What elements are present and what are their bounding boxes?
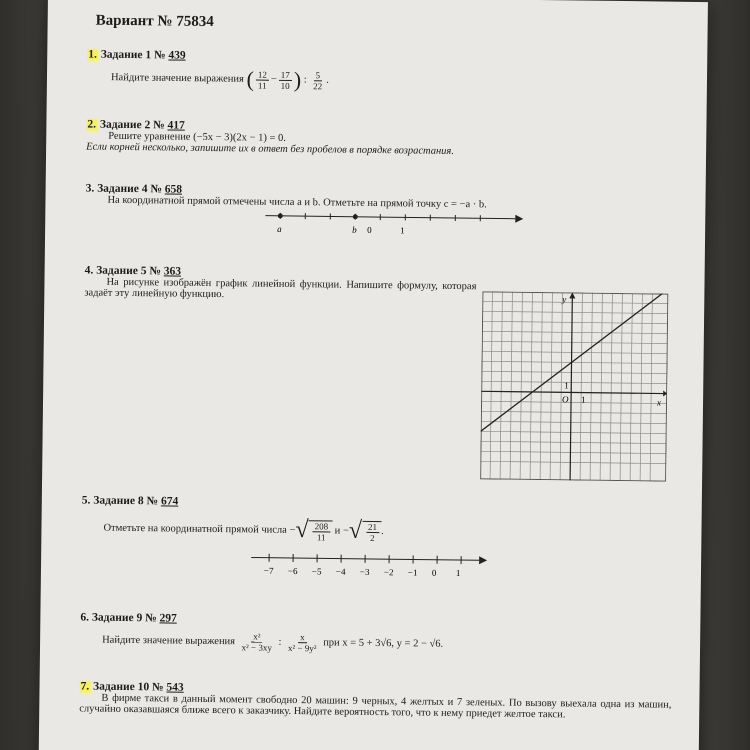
task-7 [79, 680, 671, 721]
task-number: 2. [87, 118, 97, 131]
tick-label: 0 [431, 567, 437, 578]
task-text: Найдите значение выражения [110, 72, 244, 85]
fraction-numerator: 17 [279, 69, 292, 80]
task-1: 1. Задание 1 № 439 Найдите значение выражения ( $\frac{12}{11}$ − $\frac{17}{10}$ ) : $\frac{5}{22}$ . [88, 48, 329, 93]
fraction-denominator: x² − 9y² [287, 642, 317, 654]
linear-function-graph [480, 291, 668, 481]
tick-label: −2 [383, 567, 394, 578]
task-2 [86, 118, 454, 156]
task-number: 4. [84, 264, 94, 277]
fraction-numerator: 21 [366, 521, 379, 532]
task-label: Задание 2 № [99, 118, 168, 132]
task-label: Задание 5 № [96, 264, 164, 278]
task-id-link[interactable]: 363 [163, 265, 182, 278]
tick-label: −1 [407, 567, 418, 578]
fraction-numerator: 12 [256, 69, 269, 80]
task-number: 5. [81, 494, 91, 507]
condition-text: при x = 5 + 3√6, y = 2 − √6. [323, 637, 444, 650]
tick-label: 1 [455, 568, 461, 579]
task-id-link[interactable]: 297 [159, 612, 177, 625]
fraction-denominator: 11 [257, 80, 267, 91]
x-axis [481, 391, 663, 393]
task-text: В фирме такси в данный момент свободно 20 машин: 9 черных, 4 желтых и 7 зеленых. По вызову выехала одна из машин, случайно оказавшаяся ближе всего к заказчику. Найдите вероятность того, что к нему приедет желтое такси. [79, 692, 672, 721]
point-b-label: b [352, 224, 357, 235]
worksheet-page [38, 0, 707, 750]
tick-label: −3 [359, 566, 370, 577]
tick-label: −4 [335, 566, 346, 577]
task-id-link[interactable]: 439 [168, 49, 186, 62]
task-number: 3. [85, 182, 95, 195]
fraction-denominator: 10 [280, 80, 290, 91]
fraction-numerator: x² [251, 632, 262, 643]
task-text: На рисунке изображён график линейной функции. Напишите формулу, которая задаёт эту линейную функцию. [84, 276, 477, 301]
fraction-denominator: 22 [313, 80, 323, 91]
task-label: Задание 9 № [91, 611, 160, 625]
task-3 [85, 182, 676, 247]
tick-label: −6 [287, 565, 298, 577]
variant-title: Вариант № 75834 [95, 12, 214, 31]
task-note: Если корней несколько, запишите их в ответ без пробелов в порядке возрастания. [86, 141, 455, 157]
y-axis-label: y [562, 294, 567, 305]
task-label: Задание 4 № [97, 182, 165, 196]
task-text: Решите уравнение (−5x − 3)(2x − 1) = 0. [108, 130, 286, 144]
fraction-numerator: 208 [313, 521, 331, 532]
fraction-denominator: x² − 3xy [241, 642, 272, 653]
task-6: 6. Задание 9 № 297 Найдите значение выражения $\frac{\text{x²}}{\text{x² − 3xy}}$ : $\frac{x}{\text{x² − 9y²}}$ при x = 5 + 3√6, y = 2 − √6. [80, 611, 444, 654]
task-text: Найдите значение выражения [102, 634, 236, 648]
fraction-denominator: 2 [370, 532, 375, 543]
one-label: 1 [400, 225, 405, 236]
task-number: 1. [88, 48, 97, 61]
tick-label: −7 [263, 565, 274, 576]
task-text: Отметьте на координатной прямой числа [103, 522, 287, 536]
conjunction: и [334, 525, 341, 537]
x-unit-label: 1 [581, 394, 586, 405]
number-line-ab [265, 208, 525, 243]
tick-label: −5 [311, 566, 322, 577]
task-id-link[interactable]: 658 [164, 183, 183, 196]
number-line-roots [251, 552, 491, 585]
task-label: Задание 1 № [100, 48, 169, 62]
task-number: 7. [80, 680, 90, 693]
fraction-denominator: 11 [316, 531, 326, 542]
y-unit-label: 1 [564, 380, 569, 391]
task-4 [84, 264, 476, 303]
task-text: На координатной прямой отмечены числа a и b. Отметьте на прямой точку c = −a · b. [107, 194, 487, 211]
point-a-label: a [277, 223, 282, 234]
task-id-link[interactable]: 417 [167, 119, 185, 132]
fraction-numerator: x [298, 632, 307, 643]
zero-label: 0 [367, 224, 372, 235]
fraction-numerator: 5 [314, 70, 323, 81]
task-id-link[interactable]: 674 [160, 495, 179, 508]
x-axis-label: x [656, 397, 662, 408]
task-5: 5. Задание 8 № 674 Отметьте на координатной прямой числа − √ $\frac{208}{11}$ и − √ $\frac{21}{2}$ . −7 −6 −5 −4 −3 −2 −1 0 1 [81, 494, 552, 588]
task-number: 6. [80, 611, 90, 624]
task-label: Задание 8 № [93, 494, 162, 508]
task-label: Задание 10 № [92, 680, 167, 694]
origin-label: O [562, 394, 569, 405]
task-id-link[interactable]: 543 [166, 681, 184, 694]
